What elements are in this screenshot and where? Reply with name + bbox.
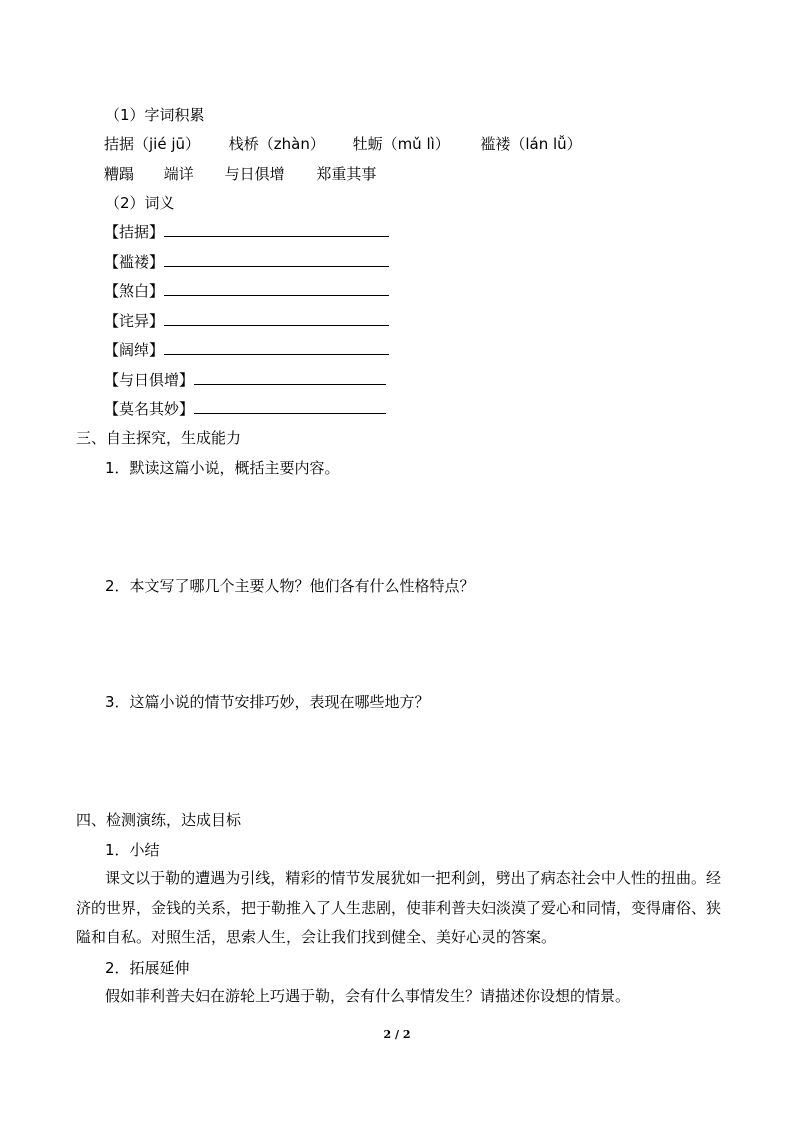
summary-title: 1．小结 bbox=[105, 841, 160, 859]
meaning-term: 【褴褛】 bbox=[104, 253, 165, 271]
meaning-row bbox=[104, 222, 389, 242]
word-item: 糟蹋 bbox=[104, 165, 135, 183]
meaning-row bbox=[104, 370, 386, 390]
answer-blank[interactable] bbox=[194, 399, 386, 414]
answer-blank[interactable] bbox=[164, 222, 389, 237]
answer-blank[interactable] bbox=[164, 340, 389, 355]
meaning-term: 【诧异】 bbox=[104, 312, 165, 330]
question-3: 3．这篇小说的情节安排巧妙，表现在哪些地方？ bbox=[105, 693, 430, 711]
pinyin-item: 褴褛（lán lǚ） bbox=[480, 135, 582, 153]
question-1: 1．默读这篇小说，概括主要内容。 bbox=[105, 459, 340, 477]
meaning-row bbox=[104, 340, 389, 360]
answer-blank[interactable] bbox=[164, 281, 389, 296]
meaning-row bbox=[104, 281, 389, 301]
word-item: 端详 bbox=[163, 165, 194, 183]
question-2: 2．本文写了哪几个主要人物？他们各有什么性格特点？ bbox=[105, 577, 475, 595]
page-number: 2 / 2 bbox=[383, 1028, 411, 1041]
meaning-term: 【煞白】 bbox=[104, 282, 165, 300]
words-heading: （1）字词积累 bbox=[105, 106, 205, 124]
pinyin-row bbox=[104, 134, 582, 154]
answer-blank[interactable] bbox=[164, 311, 389, 326]
pinyin-item: 拮据（jié jū） bbox=[104, 135, 201, 153]
meaning-term: 【拮据】 bbox=[104, 223, 165, 241]
word-row bbox=[104, 164, 376, 184]
summary-paragraph: 课文以于勒的遭遇为引线，精彩的情节发展犹如一把利剑，劈出了病态社会中人性的扭曲。经济的世界，金钱的关系，把于勒推入了人生悲剧，使菲利普夫妇淡漠了爱心和同情，变得庸俗、狭隘和自私。对照生活，思索人生，会让我们找到健全、美好心灵的答案。 bbox=[76, 869, 722, 946]
extend-paragraph: 假如菲利普夫妇在游轮上巧遇于勒，会有什么事情发生？请描述你设想的情景。 bbox=[105, 987, 631, 1005]
extend-title: 2．拓展延伸 bbox=[105, 959, 190, 977]
meaning-term: 【莫名其妙】 bbox=[104, 400, 195, 418]
answer-blank[interactable] bbox=[194, 370, 386, 385]
meaning-row bbox=[104, 311, 389, 331]
section-3-heading: 三、自主探究，生成能力 bbox=[76, 429, 242, 447]
word-item: 郑重其事 bbox=[316, 165, 377, 183]
meaning-row bbox=[104, 252, 389, 272]
pinyin-item: 栈桥（zhàn） bbox=[228, 135, 325, 153]
word-item: 与日俱增 bbox=[224, 165, 285, 183]
section-4-heading: 四、检测演练，达成目标 bbox=[76, 811, 242, 829]
pinyin-item: 牡蛎（mǔ lì） bbox=[352, 135, 450, 153]
answer-blank[interactable] bbox=[164, 252, 389, 267]
meaning-row bbox=[104, 399, 386, 419]
meaning-term: 【与日俱增】 bbox=[104, 371, 195, 389]
meaning-term: 【阔绰】 bbox=[104, 341, 165, 359]
meaning-heading: （2）词义 bbox=[105, 194, 175, 212]
